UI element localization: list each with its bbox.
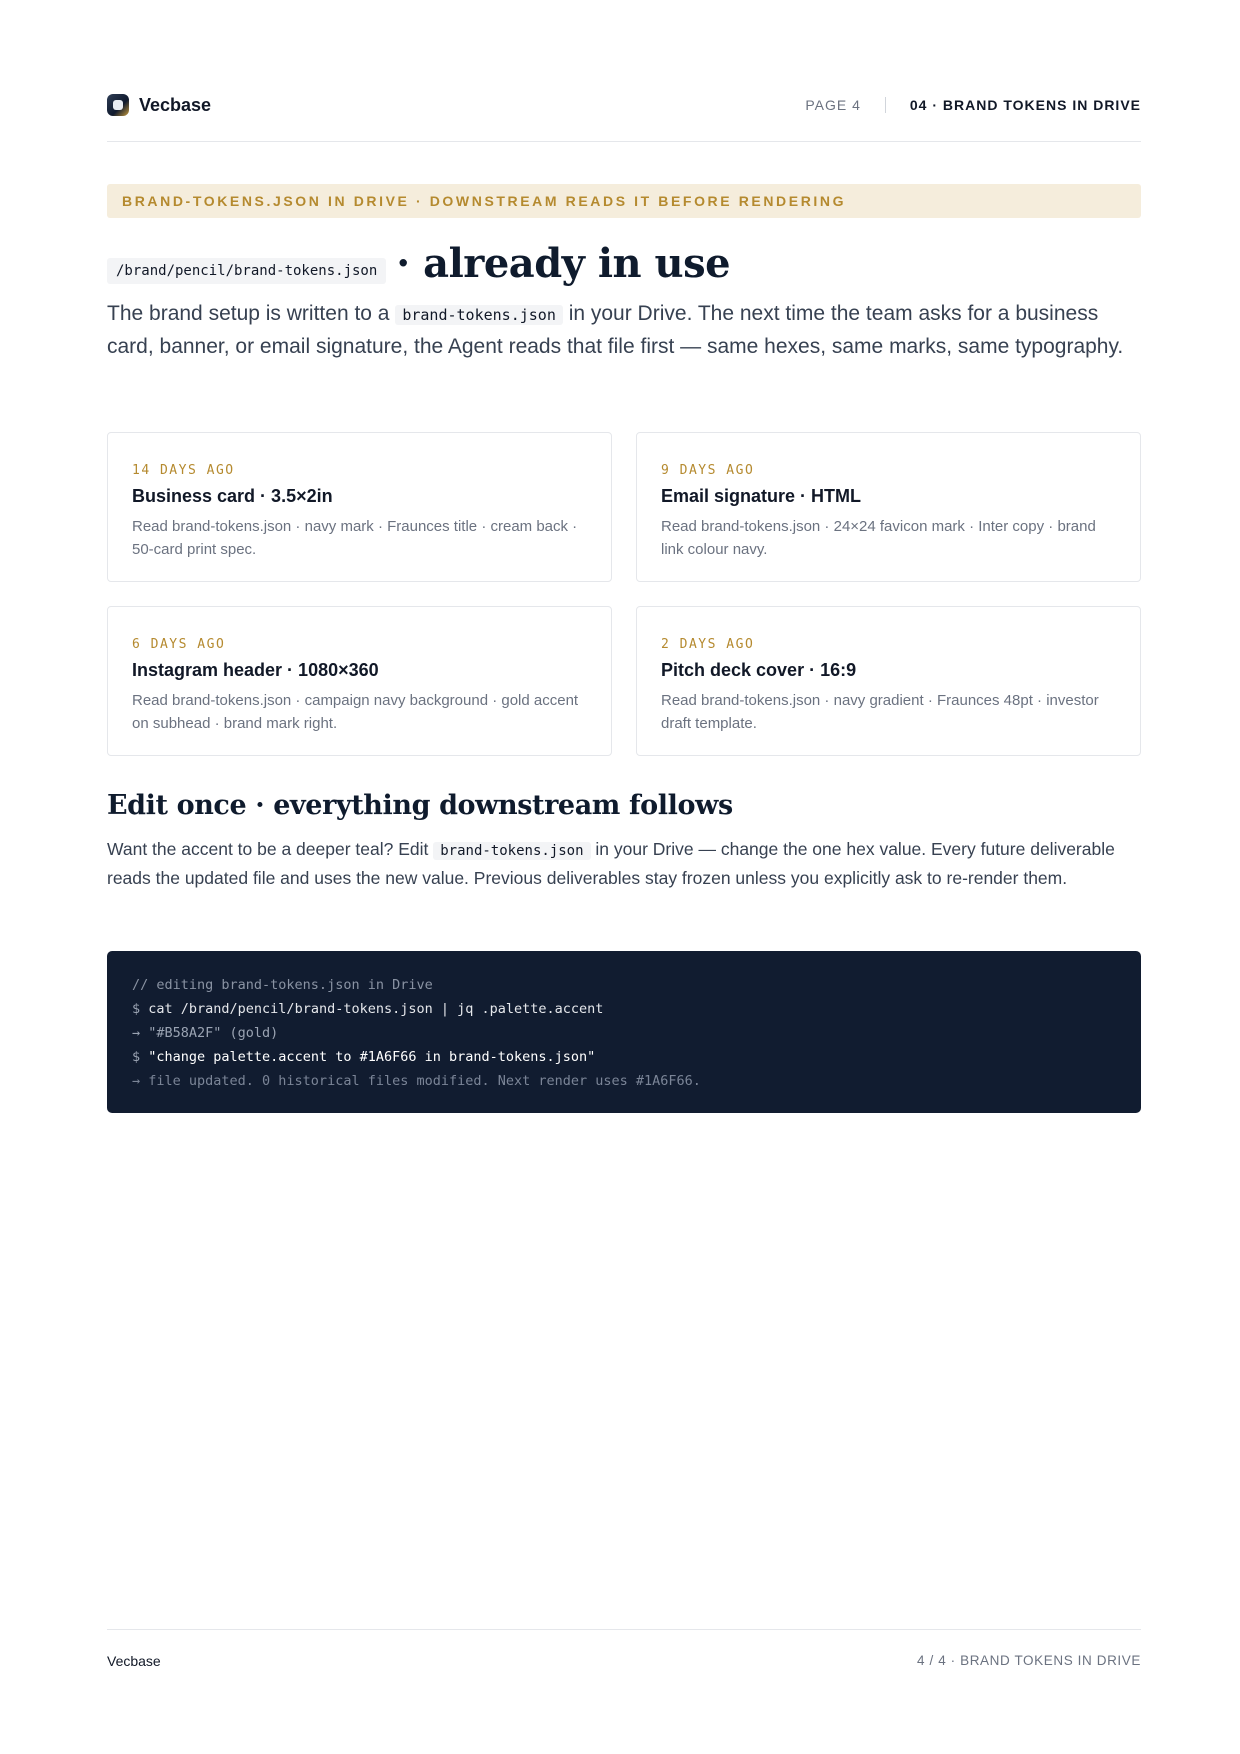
page-footer	[107, 1629, 1141, 1669]
header-divider	[885, 97, 886, 113]
title-heading: · already in use	[396, 240, 731, 287]
body-text-before: Want the accent to be a deeper teal? Edit	[107, 839, 434, 859]
page-title	[107, 240, 730, 287]
prompt-symbol: $	[132, 1001, 149, 1017]
card-title: Instagram header · 1080×360	[132, 660, 379, 680]
code-output: → "#B58A2F" (gold)	[132, 1025, 279, 1041]
card-description: Read brand-tokens.json · campaign navy background · gold accent on subhead · brand mark right.	[132, 692, 579, 732]
section-heading: Edit once · everything downstream follows	[107, 790, 733, 821]
body-file-chip: brand-tokens.json	[433, 842, 590, 860]
card-timestamp: 2 DAYS AGO	[661, 637, 755, 652]
vecbase-logo-icon	[107, 94, 129, 116]
card-timestamp: 9 DAYS AGO	[661, 463, 755, 478]
command-text: cat /brand/pencil/brand-tokens.json | jq .palette.accent	[148, 1001, 604, 1017]
header-meta	[805, 97, 1141, 113]
card-timestamp: 14 DAYS AGO	[132, 463, 235, 478]
card-timestamp: 6 DAYS AGO	[132, 637, 226, 652]
code-command	[132, 997, 1116, 1021]
lead-text-before: The brand setup is written to a	[107, 302, 396, 325]
lead-paragraph	[107, 298, 1141, 362]
command-text: "change palette.accent to #1A6F66 in brand-tokens.json"	[148, 1049, 596, 1065]
footer-page-info: 4 / 4 · BRAND TOKENS IN DRIVE	[917, 1653, 1141, 1668]
deliverable-card	[107, 432, 612, 582]
section-title: 04 · BRAND TOKENS IN DRIVE	[909, 97, 1141, 113]
lead-text-after: in your Drive. The next time the team asks for a business card, banner, or email signature, the Agent reads that file first — same hexes, same marks, same typography.	[107, 302, 1124, 358]
brand-name: Vecbase	[139, 94, 212, 115]
card-description: Read brand-tokens.json · navy gradient · Fraunces 48pt · investor draft template.	[661, 692, 1099, 732]
code-block	[107, 951, 1141, 1113]
body-text-after: in your Drive — change the one hex value. Every future deliverable reads the updated file and uses the new value. Previous deliverables stay frozen unless you explicitly ask to re-render them.	[107, 839, 1115, 888]
prompt-symbol: $	[132, 1049, 149, 1065]
deliverable-card	[107, 606, 612, 756]
card-description: Read brand-tokens.json · navy mark · Fraunces title · cream back · 50-card print spec.	[132, 518, 578, 558]
deliverable-card	[636, 432, 1141, 582]
body-paragraph	[107, 836, 1141, 892]
lead-file-chip: brand-tokens.json	[395, 305, 563, 325]
card-description: Read brand-tokens.json · 24×24 favicon mark · Inter copy · brand link colour navy.	[661, 518, 1096, 558]
code-command	[132, 1045, 1116, 1069]
page-number: PAGE 4	[805, 97, 861, 113]
footer-brand: Vecbase	[107, 1653, 161, 1669]
card-title: Email signature · HTML	[661, 486, 862, 506]
document-page	[107, 0, 1141, 1754]
deliverable-cards	[107, 432, 1141, 756]
section-banner: BRAND-TOKENS.JSON IN DRIVE · DOWNSTREAM READS IT BEFORE RENDERING	[107, 184, 1141, 218]
file-path-chip: /brand/pencil/brand-tokens.json	[107, 258, 386, 284]
card-title: Business card · 3.5×2in	[132, 486, 333, 506]
brand-logo	[107, 94, 211, 116]
page-header	[107, 88, 1141, 142]
deliverable-card	[636, 606, 1141, 756]
code-output: → file updated. 0 historical files modified. Next render uses #1A6F66.	[132, 1073, 701, 1089]
card-title: Pitch deck cover · 16:9	[661, 660, 857, 680]
code-comment: // editing brand-tokens.json in Drive	[132, 977, 433, 993]
